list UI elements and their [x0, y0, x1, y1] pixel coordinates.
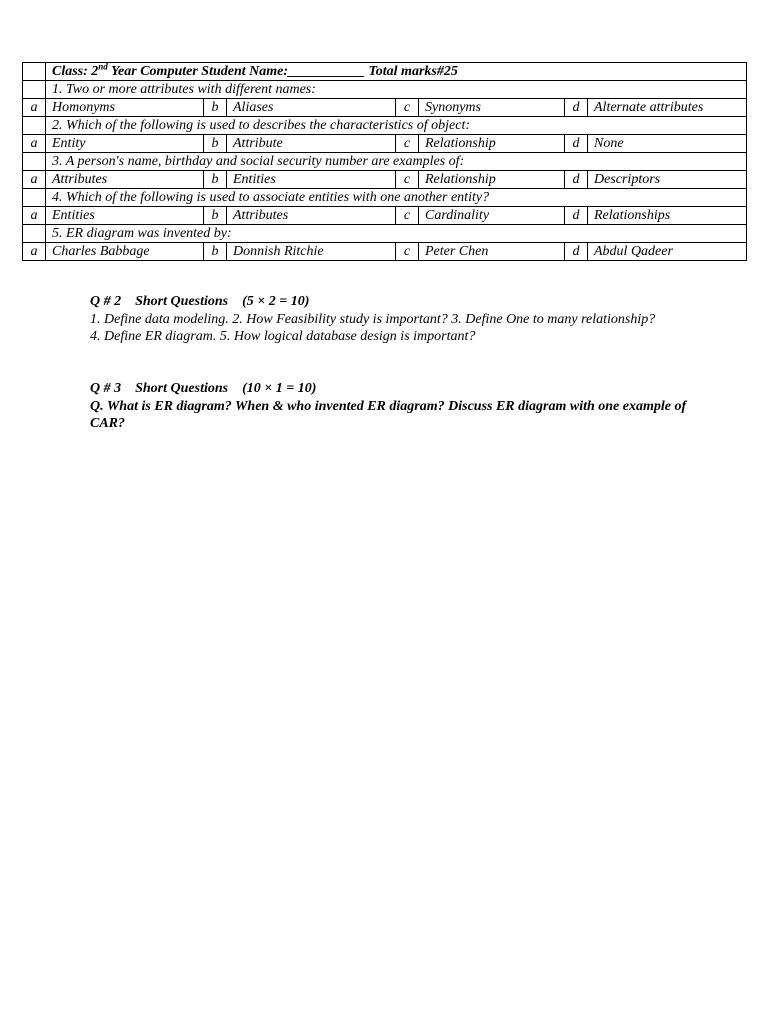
option-letter: a: [23, 171, 46, 189]
question-text: 3. A person's name, birthday and social security number are examples of:: [46, 153, 747, 171]
option-letter: b: [204, 171, 227, 189]
option-letter: c: [396, 135, 419, 153]
options-row: [23, 99, 747, 117]
option-text: Descriptors: [588, 171, 747, 189]
header-row: [23, 63, 747, 81]
option-text: Homonyms: [46, 99, 204, 117]
q2-line-2: 4. Define ER diagram. 5. How logical database design is important?: [90, 329, 476, 344]
option-letter: b: [204, 207, 227, 225]
option-text: Alternate attributes: [588, 99, 747, 117]
option-text: Relationship: [419, 171, 565, 189]
header-spacer: [23, 63, 46, 81]
question-row: [23, 153, 747, 171]
q2-heading: Q # 2 Short Questions (5 × 2 = 10): [90, 294, 310, 309]
option-letter: d: [565, 135, 588, 153]
option-letter: c: [396, 171, 419, 189]
question-row: [23, 225, 747, 243]
option-letter: c: [396, 207, 419, 225]
question-spacer: [23, 81, 46, 99]
options-row: [23, 243, 747, 261]
option-letter: c: [396, 99, 419, 117]
option-letter: a: [23, 99, 46, 117]
option-text: None: [588, 135, 747, 153]
option-text: Synonyms: [419, 99, 565, 117]
question-text: 4. Which of the following is used to associate entities with one another entity?: [46, 189, 747, 207]
question-spacer: [23, 225, 46, 243]
q3-heading: Q # 3 Short Questions (10 × 1 = 10): [90, 381, 317, 396]
option-text: Entity: [46, 135, 204, 153]
q2-line-1: 1. Define data modeling. 2. How Feasibility study is important? 3. Define One to many relationship?: [90, 311, 656, 327]
options-row: [23, 135, 747, 153]
short-questions-q3: [90, 380, 690, 433]
question-row: [23, 81, 747, 99]
options-row: [23, 207, 747, 225]
question-text: 2. Which of the following is used to describes the characteristics of object:: [46, 117, 747, 135]
option-letter: d: [565, 171, 588, 189]
class-prefix: Class: 2: [52, 63, 99, 79]
question-row: [23, 189, 747, 207]
question-row: [23, 117, 747, 135]
option-text: Entities: [227, 171, 396, 189]
option-text: Aliases: [227, 99, 396, 117]
option-text: Peter Chen: [419, 243, 565, 261]
mcq-table: [22, 62, 747, 261]
question-spacer: [23, 189, 46, 207]
option-letter: d: [565, 243, 588, 261]
option-letter: b: [204, 135, 227, 153]
option-text: Attribute: [227, 135, 396, 153]
option-letter: c: [396, 243, 419, 261]
short-questions-q2: [90, 293, 690, 346]
option-text: Attributes: [227, 207, 396, 225]
paper-header: [46, 63, 747, 81]
option-text: Charles Babbage: [46, 243, 204, 261]
option-letter: d: [565, 207, 588, 225]
class-ordinal-suffix: nd: [98, 62, 108, 71]
option-letter: b: [204, 243, 227, 261]
class-student-marks: Year Computer Student Name:___________ Total marks#25: [107, 63, 458, 79]
question-spacer: [23, 117, 46, 135]
option-text: Attributes: [46, 171, 204, 189]
option-text: Entities: [46, 207, 204, 225]
option-letter: a: [23, 243, 46, 261]
option-text: Cardinality: [419, 207, 565, 225]
question-text: 1. Two or more attributes with different names:: [46, 81, 747, 99]
options-row: [23, 171, 747, 189]
option-text: Abdul Qadeer: [588, 243, 747, 261]
option-text: Relationship: [419, 135, 565, 153]
option-letter: a: [23, 207, 46, 225]
option-letter: b: [204, 99, 227, 117]
option-letter: a: [23, 135, 46, 153]
option-letter: d: [565, 99, 588, 117]
option-text: Donnish Ritchie: [227, 243, 396, 261]
option-text: Relationships: [588, 207, 747, 225]
question-text: 5. ER diagram was invented by:: [46, 225, 747, 243]
question-spacer: [23, 153, 46, 171]
q3-question: Q. What is ER diagram? When & who invented ER diagram? Discuss ER diagram with one example of CAR?: [90, 398, 687, 431]
